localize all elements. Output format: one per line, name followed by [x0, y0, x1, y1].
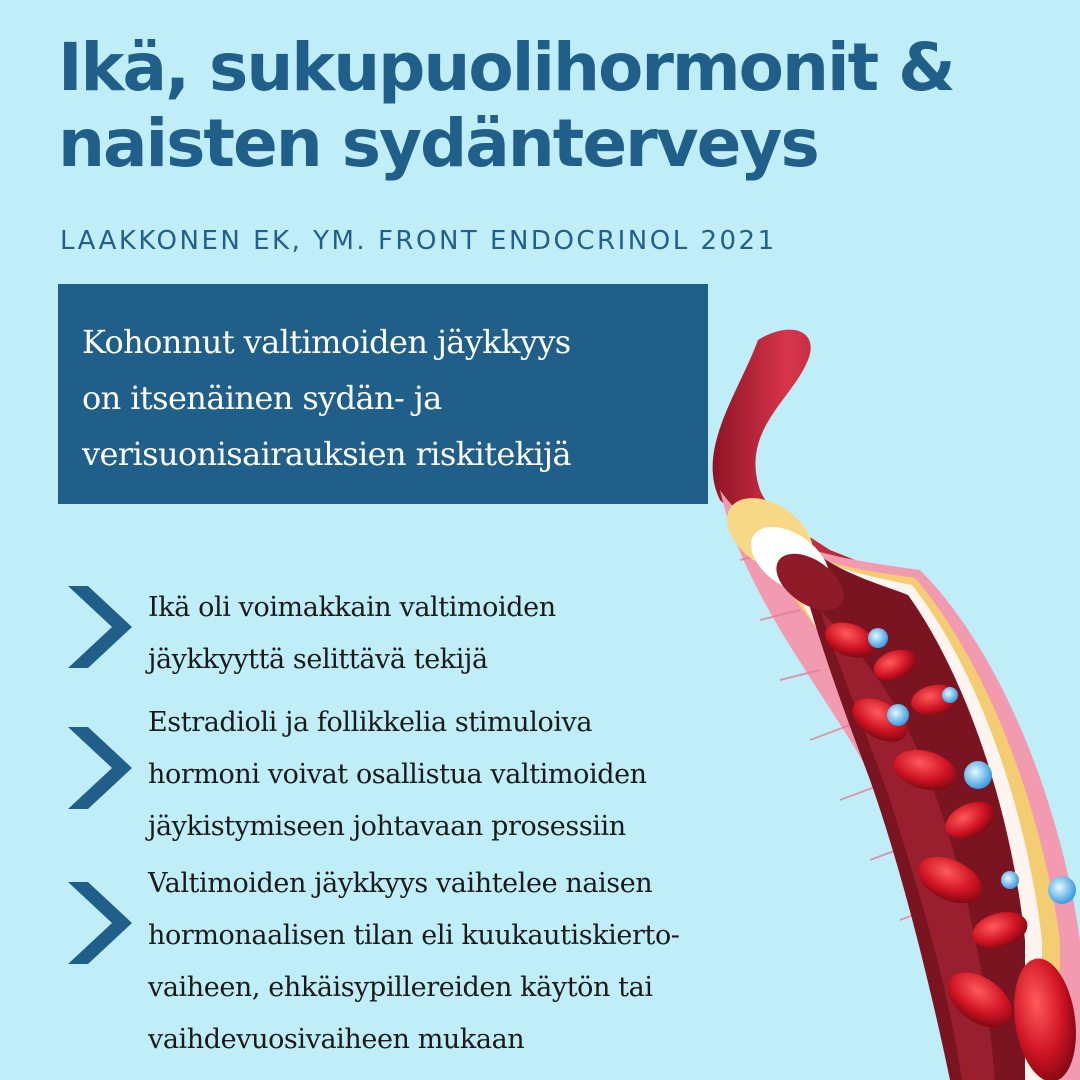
chevron-right-icon — [68, 882, 132, 964]
bullet-3-line-1: Valtimoiden jäykkyys vaihtelee naisen — [148, 868, 653, 899]
callout-line-1: Kohonnut valtimoiden jäykkyys — [82, 323, 571, 361]
bullet-text-3 — [148, 858, 680, 1066]
page-title — [58, 30, 954, 182]
bullet-1-line-2: jäykkyyttä selittävä tekijä — [148, 644, 488, 675]
artery-cross-section-illustration — [700, 320, 1080, 1080]
bullet-2-line-1: Estradioli ja follikkelia stimuloiva — [148, 707, 593, 738]
citation: LAAKKONEN EK, YM. FRONT ENDOCRINOL 2021 — [60, 226, 777, 256]
title-line-1: Ikä, sukupuolihormonit & — [58, 29, 954, 106]
callout-line-2: on itsenäinen sydän- ja — [82, 379, 442, 417]
callout-line-3: verisuonisairauksien riskitekijä — [82, 435, 571, 473]
bullet-3-line-2: hormonaalisen tilan eli kuukautiskierto- — [148, 920, 680, 951]
bullet-1-line-1: Ikä oli voimakkain valtimoiden — [148, 592, 556, 623]
callout-box — [58, 284, 708, 504]
title-line-2: naisten sydänterveys — [58, 105, 818, 182]
bullet-text-2 — [148, 697, 647, 853]
chevron-right-icon — [68, 586, 132, 668]
bullet-2-line-2: hormoni voivat osallistua valtimoiden — [148, 759, 647, 790]
chevron-right-icon — [68, 727, 132, 809]
bullet-3-line-3: vaiheen, ehkäisypillereiden käytön tai — [148, 972, 653, 1003]
bullet-3-line-4: vaihdevuosivaiheen mukaan — [148, 1024, 525, 1055]
bullet-text-1 — [148, 582, 556, 686]
bullet-2-line-3: jäykistymiseen johtavaan prosessiin — [148, 811, 626, 842]
